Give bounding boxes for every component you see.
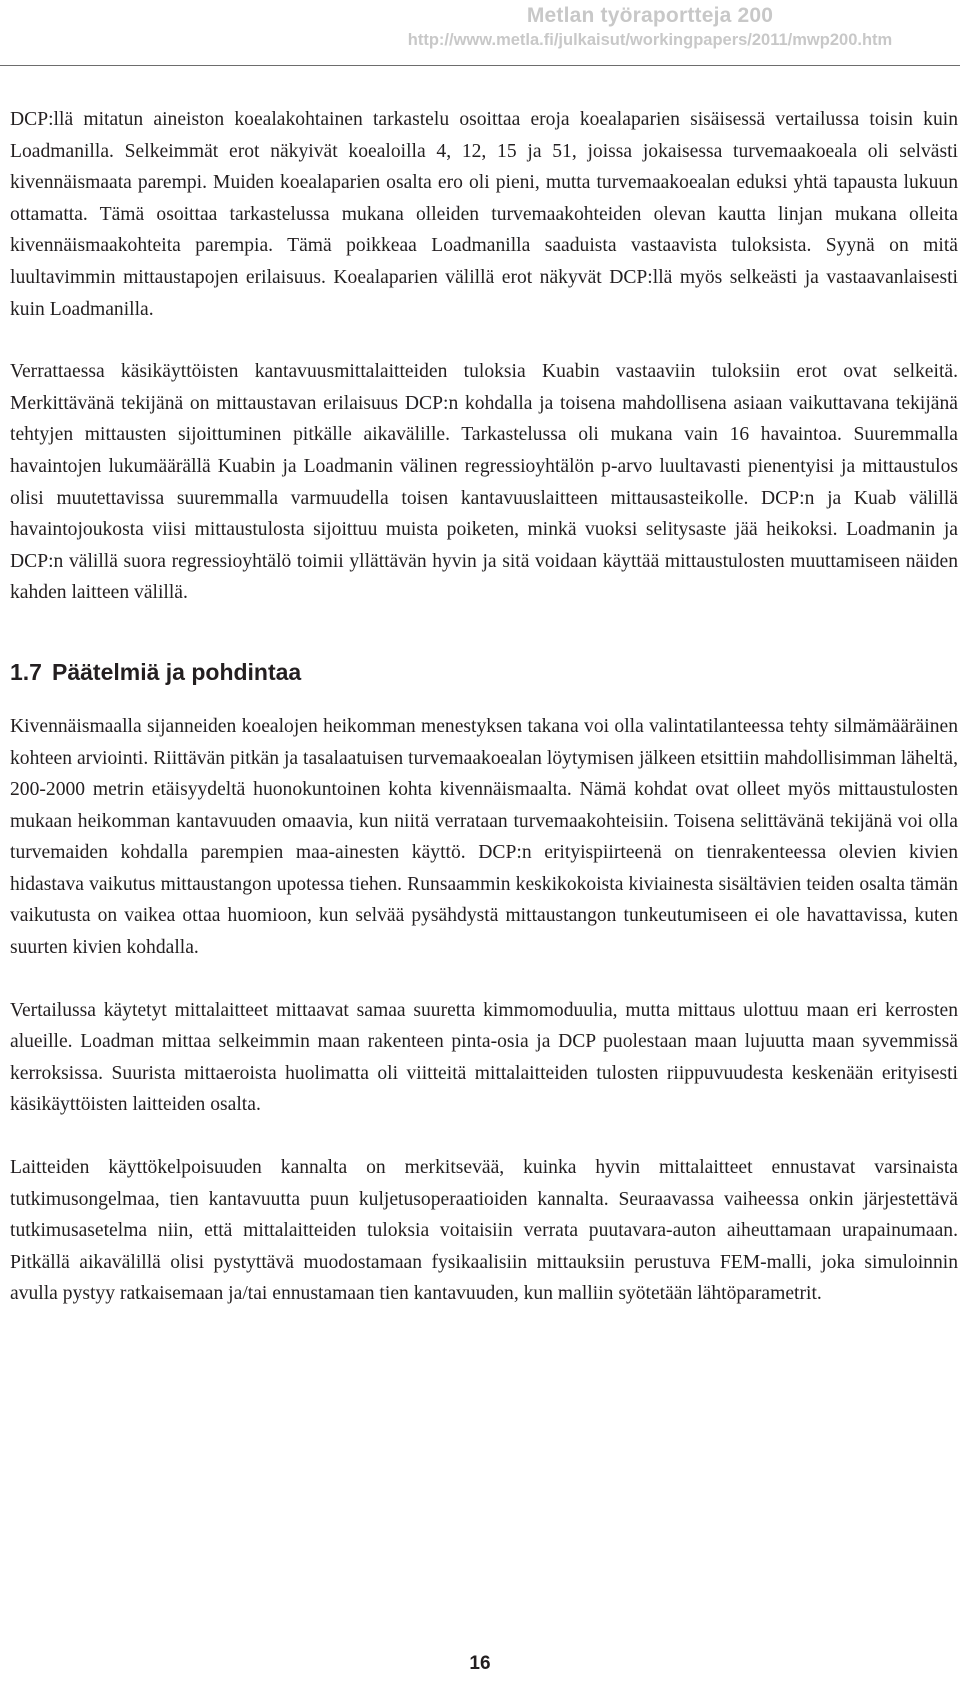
paragraph-kuab-comparison: Verrattaessa käsikäyttöisten kantavuusmittalaitteiden tuloksia Kuabin vastaaviin tuloksiin erot ovat selkeitä. Merkittävänä tekijänä on mittaustavan erilaisuus DCP:n kohdalla ja toisena mahdollisena asiaan vaikuttavana tekijänä tehtyjen mittausten sijoittuminen pitkälle aikavälille. Tarkastelussa oli mukana vain 16 havaintoa. Suuremmalla havaintojen lukumäärällä Kuabin ja Loadmanin välinen regressioyhtälön p-arvo luultavasti pienentyisi ja mittaustulos olisi muutettavissa suuremmalla varmuudella toisen kantavuuslaitteen mittausasteikolle. DCP:n ja Kuab välillä havaintojoukosta viisi mittaustulosta sijoittuu muista poiketen, minkä vuoksi selitysaste jää heikoksi. Loadmanin ja DCP:n välillä suora regressioyhtälö toimii yllättävän hyvin ja sitä voidaan käyttää mittaustulosten muuttamiseen näiden kahden laitteen välillä.	[10, 361, 958, 604]
running-header	[340, 2, 960, 58]
section-heading	[10, 609, 958, 711]
series-title: Metlan työraportteja 200	[526, 4, 774, 27]
page-body	[10, 104, 958, 1310]
section-title: Päätelmiä ja pohdintaa	[51, 658, 302, 685]
header-divider	[0, 65, 960, 66]
paragraph-usability: Laitteiden käyttökelpoisuuden kannalta on merkitsevää, kuinka hyvin mittalaitteet ennustavat varsinaista tutkimusongelmaa, tien kantavuutta puun kuljetusoperaatioiden kannalta. Seuraavassa vaiheessa onkin järjestettävä tutkimusasetelma niin, että mittalaitteiden tuloksia voitaisiin verrata puutavara-auton aiheuttamaan urapainumaan. Pitkällä aikavälillä olisi pystyttävä muodostamaan fysikaalisiin mittauksiin perustuva FEM-malli, joka simuloinnin avulla pystyy ratkaisemaan ja/tai ennustamaan tien kantavuuden, kun malliin syötetään lähtöparametrit.	[10, 1157, 958, 1305]
paragraph-spacer	[10, 1121, 958, 1152]
paragraph-spacer	[10, 325, 958, 356]
paragraph-spacer	[10, 964, 958, 995]
publication-url[interactable]: http://www.metla.fi/julkaisut/workingpapers/2011/mwp200.htm	[407, 31, 893, 49]
section-number: 1.7	[10, 658, 42, 685]
paragraph-mineral-soil: Kivennäismaalla sijanneiden koealojen heikomman menestyksen takana voi olla valintatilanteessa tehty silmämääräinen kohteen arviointi. Riittävän pitkän ja tasalaatuisen turvemaakoealan löytymisen jälkeen etsittiin mahdollisimman läheltä, 200-2000 metrin etäisyydeltä huonokuntoinen kohta kivennäismaalta. Nämä kohdat ovat olleet myös mittaustulosten mukaan heikomman kantavuuden omaavia, kun niitä verrataan turvemaakohteisiin. Toisena selittävänä tekijänä voi olla turvemaiden kohdalla parempien maa-ainesten käyttö. DCP:n erityispiirteenä on tienrakenteessa olevien kivien hidastava vaikutus mittaustangon upotessa tiehen. Runsaammin keskikokoista kiviainesta sisältävien teiden osalta tämän vaikutusta on vaikea ottaa huomioon, kun selvää pysähdystä mittaustangon tunkeutumiseen ei ole havattavissa, kuten suurten kivien kohdalla.	[10, 715, 958, 959]
page-number: 16	[469, 1653, 491, 1674]
paragraph-dcp-analysis: DCP:llä mitatun aineiston koealakohtainen tarkastelu osoittaa eroja koealaparien sisäisessä vertailussa toisin kuin Loadmanilla. Selkeimmät erot näkyivät koealoilla 4, 12, 15 ja 51, joissa jokaisessa turvemaakoeala oli selvästi kivennäismaata parempi. Muiden koealaparien osalta ero oli pieni, mutta turvemaakoealan eduksi yhtä tapausta lukuun ottamatta. Tämä osoittaa tarkastelussa mukana olleiden turvemaakohteiden olevan kautta linjan mukana olleita kivennäismaakohteita parempia. Tämä poikkeaa Loadmanilla saaduista vastaavista tuloksista. Syynä on mitä luultavimmin mittaustapojen erilaisuus. Koealaparien välillä erot näkyvät DCP:llä myös selkeästi ja vastaavanlaisesti kuin Loadmanilla.	[10, 109, 958, 320]
paragraph-measuring-devices: Vertailussa käytetyt mittalaitteet mittaavat samaa suuretta kimmomoduulia, mutta mittaus ulottuu maan eri kerrosten alueille. Loadman mittaa selkeimmin maan rakenteen pinta-osia ja DCP puolestaan maan lujuutta maan syvemmissä kerroksissa. Suurista mittaeroista huolimatta oli viitteitä mittalaitteiden tulosten riippuvuudesta keskenään erityisesti käsikäyttöisten laitteiden osalta.	[10, 999, 958, 1116]
